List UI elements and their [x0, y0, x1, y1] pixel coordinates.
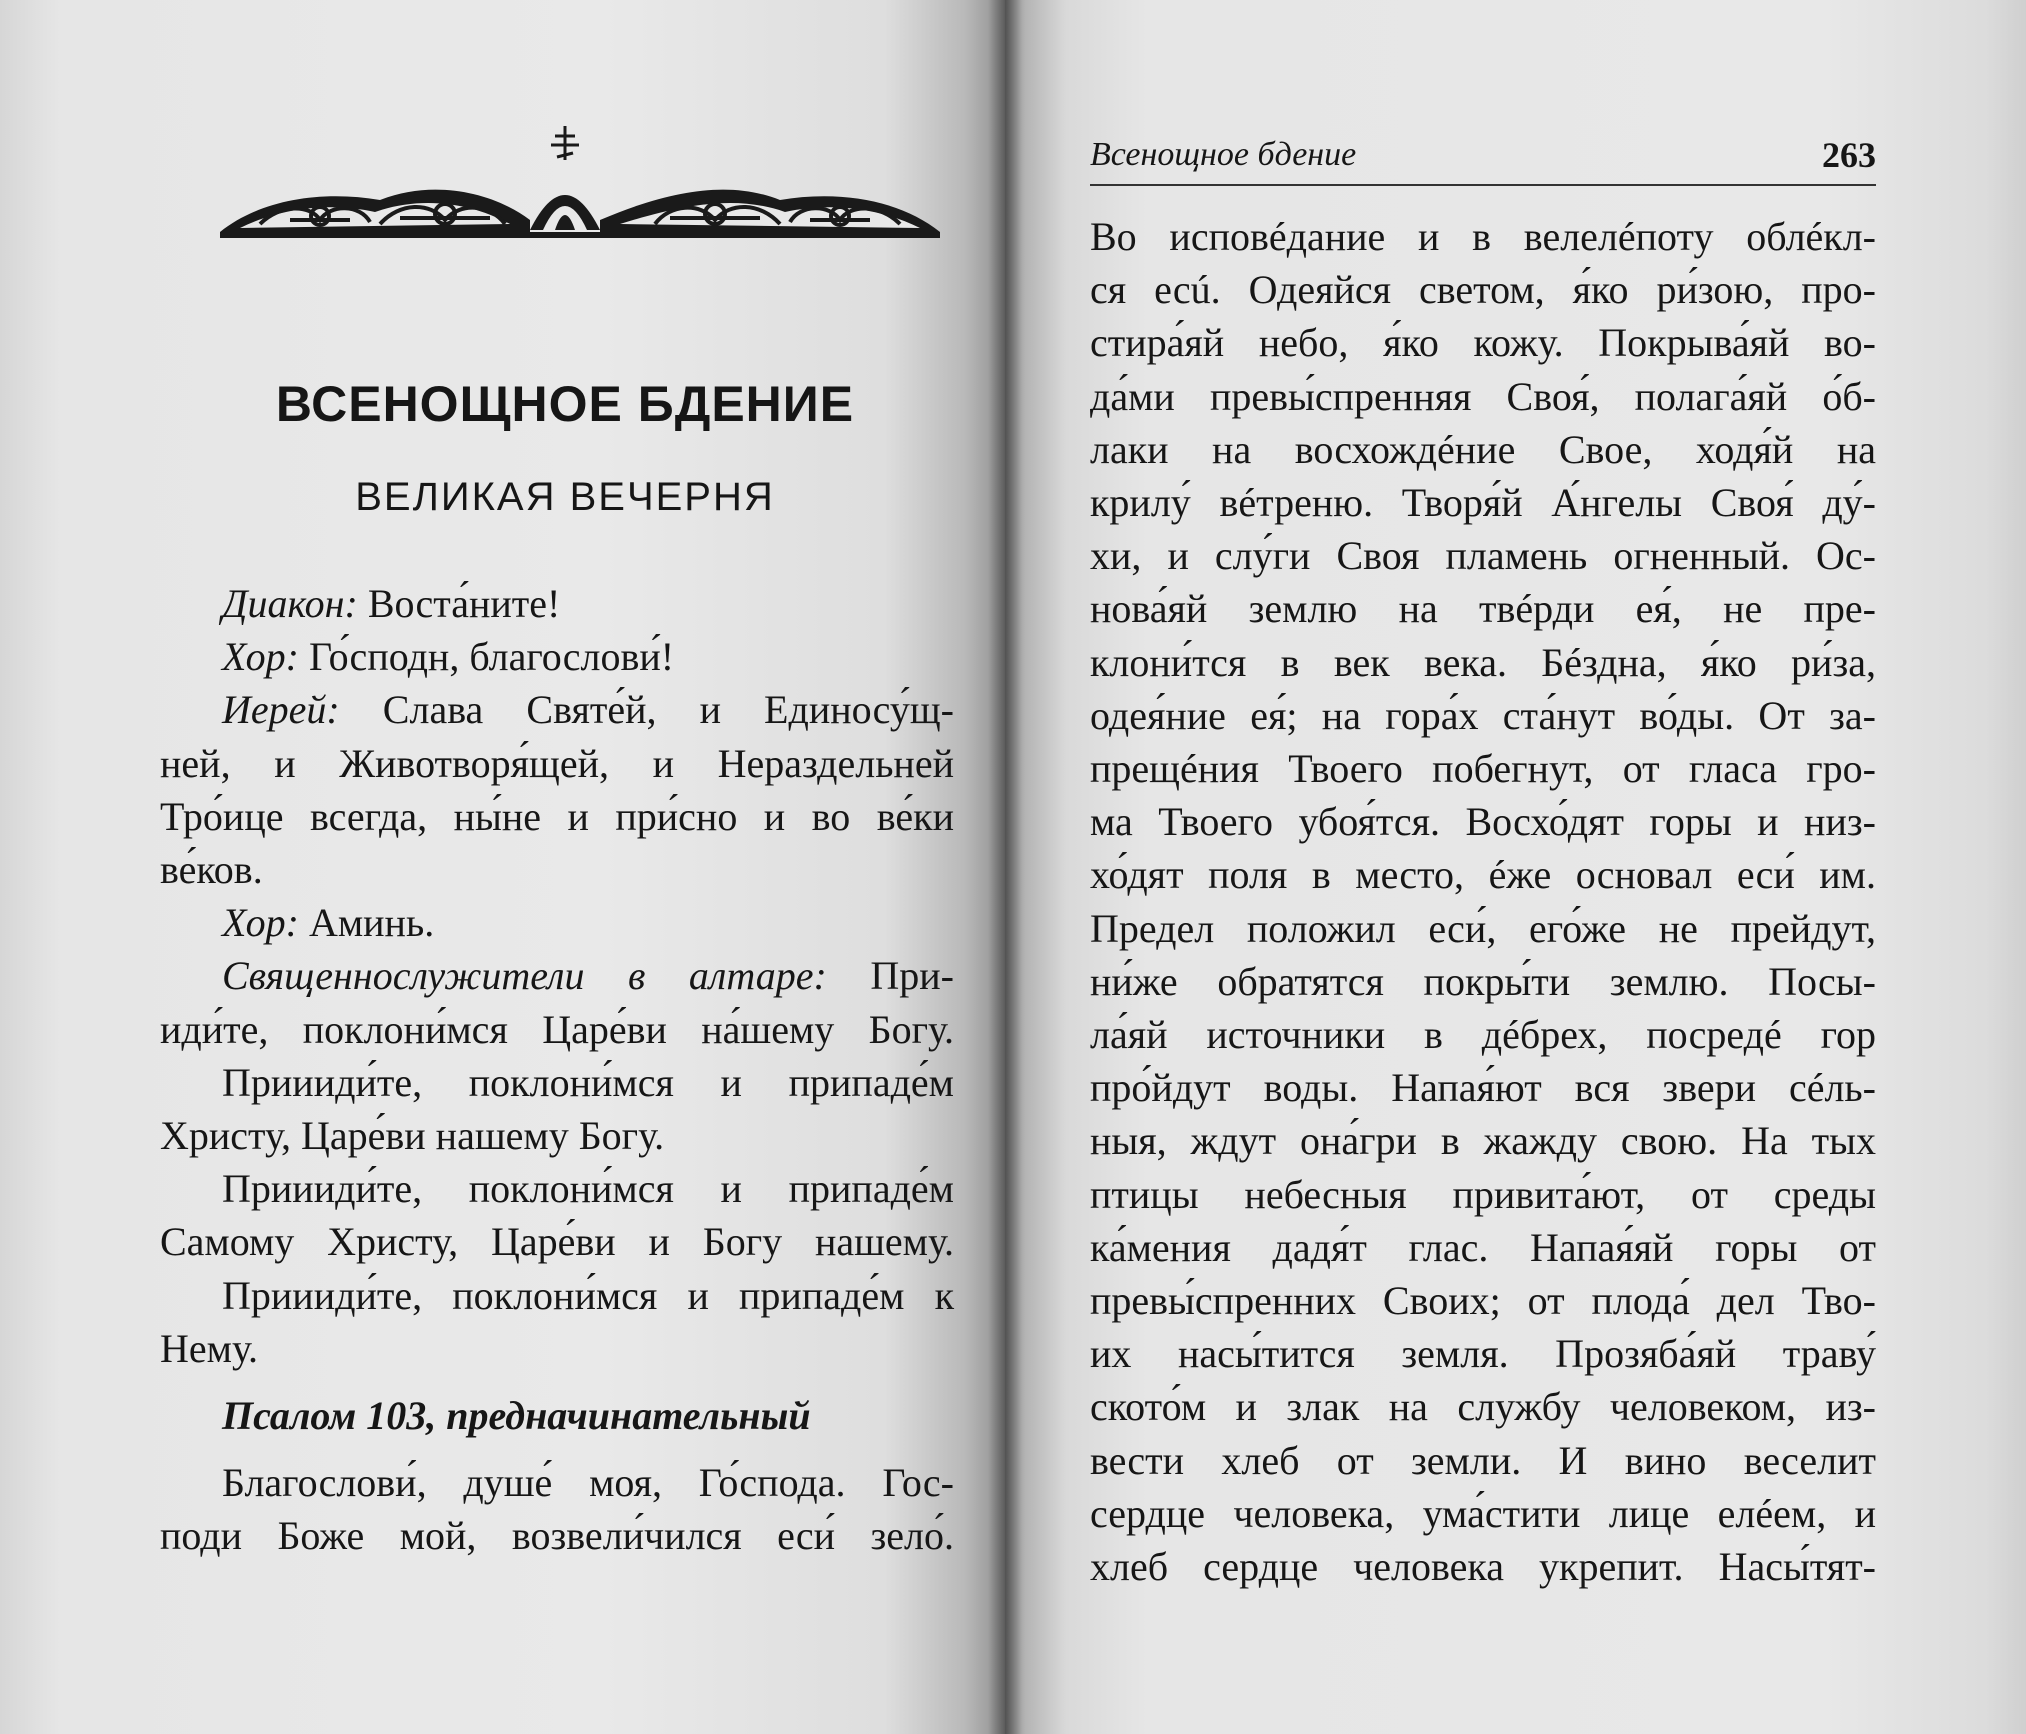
text-line: ка́мения дадя́т глас. Напая́яй горы от	[1090, 1224, 1876, 1270]
text-line	[160, 1109, 954, 1162]
speaker-label: Священнослужители в алтаре:	[222, 953, 827, 999]
text-line: вести хлеб от земли. И вино веселит	[1090, 1437, 1876, 1483]
text-line: прещéния Твоего побегнут, от гласа гро-	[1090, 746, 1876, 792]
line-text: Слава Святе́й, и Единосу́щ-	[339, 687, 954, 733]
text-line	[160, 1322, 954, 1375]
right-page	[1005, 0, 2026, 1734]
text-line: да́ми превы́спренняя Своя́, полага́яй о́б-	[1090, 373, 1876, 419]
running-header	[1090, 132, 1876, 186]
text-line	[160, 737, 954, 790]
text-line: хи, и слу́ги Своя пламень огненный. Ос-	[1090, 533, 1876, 579]
text-line: про́йдут воды. Напая́ют вся звери сéль-	[1090, 1065, 1876, 1111]
text-line: ското́м и злак на службу человеком, из-	[1090, 1384, 1876, 1430]
speaker-label: Хор:	[222, 900, 299, 946]
text-line	[160, 949, 954, 1002]
speaker-label: Хор:	[222, 634, 299, 680]
psalm-heading: Псалом 103, предначинательный	[222, 1393, 811, 1439]
text-line	[160, 843, 954, 896]
line-text: При-	[826, 953, 954, 999]
line-text: иди́те, поклони́мся Царе́ви на́шему Богу.	[160, 1006, 954, 1052]
right-body-text	[1090, 210, 1876, 1593]
ornamental-headpiece	[200, 120, 960, 270]
text-line: ни́же обратятся покры́ти землю. Посы-	[1090, 958, 1876, 1004]
text-line: сердце человека, ума́стити лице елéем, и	[1090, 1490, 1876, 1536]
line-text: Христу, Царе́ви нашему Богу.	[160, 1113, 665, 1159]
line-text: Нему.	[160, 1325, 258, 1371]
speaker-label: Иерей:	[222, 687, 340, 733]
section-subtitle: ВЕЛИКАЯ ВЕЧЕРНЯ	[355, 475, 775, 519]
text-line: превы́спренних Своих; от плода́ дел Тво-	[1090, 1278, 1876, 1324]
line-text: ней, и Животворя́щей, и Нераздельней	[160, 740, 954, 786]
text-line: хлеб сердце человека укрепит. Насы́тят-	[1090, 1544, 1876, 1590]
text-line	[160, 1456, 954, 1509]
text-line: птицы небесныя привита́ют, от среды	[1090, 1171, 1876, 1217]
text-line	[160, 1162, 954, 1215]
line-text: Самому Христу, Царе́ви и Богу нашему.	[160, 1219, 954, 1265]
text-line	[160, 577, 954, 630]
text-line: одея́ние ея́; на гора́х ста́нут во́ды. От за-	[1090, 692, 1876, 738]
line-text: Го́сподн, благослови́!	[298, 634, 675, 680]
text-line: клони́тся в век века. Бéздна, я́ко ри́за,	[1090, 639, 1876, 685]
running-title: Всенощное бдение	[1090, 136, 1357, 173]
text-line	[160, 1509, 954, 1562]
text-line: крилу́ вéтреню. Творя́й А́нгелы Своя́ ду́-	[1090, 480, 1876, 526]
text-line	[160, 790, 954, 843]
left-page	[0, 0, 1005, 1734]
line-text: Приииди́те, поклони́мся и припаде́м	[222, 1166, 954, 1212]
text-line: ма Твоего убоя́тся. Восхо́дят горы и низ-	[1090, 799, 1876, 845]
line-text: Благослови́, душе́ моя, Го́спода. Гос-	[222, 1460, 954, 1506]
text-line	[160, 630, 954, 683]
text-line	[160, 1056, 954, 1109]
book-gutter	[988, 0, 1022, 1734]
text-line	[160, 896, 954, 949]
text-line: лаки на восхождéние Свое, ходя́й на	[1090, 426, 1876, 472]
text-line: их насы́тится земля. Прозяба́яй траву́	[1090, 1331, 1876, 1377]
line-text: Тро́ице всегда, ны́не и при́сно и во ве́ки	[160, 793, 954, 839]
text-line: Предел положил еси́, его́же не прейдут,	[1090, 905, 1876, 951]
line-text: Воста́ните!	[357, 581, 561, 626]
page-title: ВСЕНОЩНОЕ БДЕНИЕ	[275, 376, 855, 432]
speaker-label: Диакон:	[222, 581, 358, 626]
text-line	[160, 1269, 954, 1322]
text-line: ся есú. Одеяйся светом, я́ко ри́зою, про-	[1090, 267, 1876, 313]
line-text: Приииди́те, поклони́мся и припаде́м	[222, 1059, 954, 1105]
line-text: поди Боже мой, возвели́чился еси́ зело́.	[160, 1513, 954, 1559]
text-line: хо́дят поля в место, éже основал еси́ им.	[1090, 852, 1876, 898]
page-number: 263	[1822, 135, 1876, 175]
text-line: Во исповéдание и в велелéпоту облéкл-	[1090, 214, 1876, 259]
left-body-text	[160, 577, 954, 1563]
text-line: стира́яй небо, я́ко кожу. Покрыва́яй во-	[1090, 320, 1876, 366]
text-line	[160, 683, 954, 736]
line-text: ве́ков.	[160, 847, 263, 893]
text-line	[160, 1003, 954, 1056]
line-text: Аминь.	[298, 900, 435, 946]
text-line: ныя, ждут она́гри в жажду свою. На тых	[1090, 1118, 1876, 1164]
line-text: Приииди́те, поклони́мся и припаде́м к	[222, 1272, 954, 1318]
text-line: ла́яй источники в дéбрех, посредé гор	[1090, 1012, 1876, 1058]
text-line: нова́яй землю на твéрди ея́, не пре-	[1090, 586, 1876, 632]
text-line	[160, 1215, 954, 1268]
